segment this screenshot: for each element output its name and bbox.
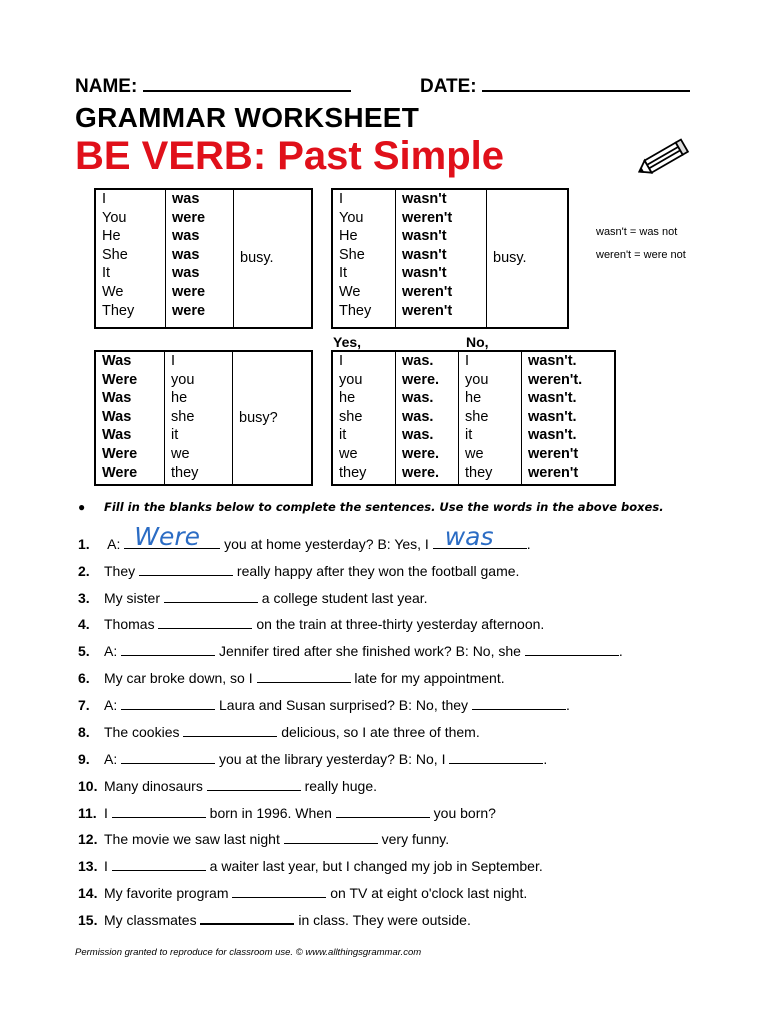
answer-blank[interactable] [158, 616, 252, 629]
short-answer-table [331, 350, 616, 486]
answer-blank[interactable] [121, 643, 215, 656]
answer-blank[interactable] [112, 805, 206, 818]
name-label: NAME: [75, 76, 138, 97]
answer-blank[interactable] [112, 858, 206, 871]
answer-blank[interactable] [121, 697, 215, 710]
yes-subjects: I you he she it we they [339, 353, 367, 481]
answer-blank[interactable] [121, 751, 215, 764]
footer-permission: Permission granted to reproduce for classroom use. © www.allthingsgrammar.com [75, 947, 422, 958]
question-8: 8. The cookies delicious, so I ate three of them. [78, 724, 480, 740]
question-10: 10. Many dinosaurs really huge. [78, 778, 377, 794]
yes-verbs: was. were. was. was. was. were. were. [396, 351, 459, 485]
question-2: 2. They really happy after they won the football game. [78, 563, 520, 579]
affirmative-subjects: I You He She It We They [102, 191, 135, 319]
answer-blank[interactable] [183, 724, 277, 737]
answer-blank[interactable] [257, 670, 351, 683]
question-13: 13. I a waiter last year, but I changed my job in September. [78, 858, 543, 874]
worksheet-title: GRAMMAR WORKSHEET [75, 102, 420, 133]
name-field[interactable] [75, 76, 351, 98]
answer-blank[interactable] [336, 805, 430, 818]
yes-label: Yes, [333, 334, 362, 350]
question-11: 11. I born in 1996. When you born? [78, 805, 496, 821]
question-1: 1. A: Were you at home yesterday? B: Yes, I was . [78, 522, 531, 552]
no-subjects: I you he she it we they [459, 351, 522, 485]
answer-blank[interactable] [472, 697, 566, 710]
answer-blank[interactable] [232, 885, 326, 898]
question-6: 6. My car broke down, so I late for my appointment. [78, 670, 505, 686]
question-7: 7. A: Laura and Susan surprised? B: No, they . [78, 697, 570, 713]
date-field[interactable] [420, 76, 690, 98]
date-label: DATE: [420, 76, 477, 97]
answer-blank[interactable] [200, 911, 294, 925]
question-complement: busy? [233, 351, 313, 485]
answer-blank[interactable] [449, 751, 543, 764]
handwritten-answer-were: Were [134, 522, 201, 551]
negative-complement: busy. [487, 189, 569, 328]
negative-subjects: I You He She It We They [339, 191, 372, 319]
no-verbs: wasn't. weren't. wasn't. wasn't. wasn't. weren't weren't [522, 351, 616, 485]
question-14: 14. My favorite program on TV at eight o'clock last night. [78, 885, 528, 901]
worksheet-subtitle: BE VERB: Past Simple [75, 134, 505, 178]
name-line [143, 76, 351, 92]
note-wasnt: wasn't = was not [596, 226, 678, 238]
note-werent: weren't = were not [596, 249, 686, 261]
affirmative-verbs: was were was was was were were [166, 189, 234, 328]
answer-blank[interactable] [164, 590, 258, 603]
answer-blank[interactable] [525, 643, 619, 656]
question-5: 5. A: Jennifer tired after she finished work? B: No, she . [78, 643, 623, 659]
question-12: 12. The movie we saw last night very funny. [78, 831, 450, 847]
question-4: 4. Thomas on the train at three-thirty yesterday afternoon. [78, 616, 545, 632]
affirmative-complement: busy. [234, 189, 313, 328]
pencil-icon [634, 136, 696, 180]
answer-blank-1[interactable] [124, 522, 220, 551]
negative-verbs: wasn't weren't wasn't wasn't wasn't weren't weren't [396, 189, 487, 328]
question-15: 15. My classmates in class. They were outside. [78, 912, 471, 928]
answer-blank-1b[interactable] [433, 522, 527, 551]
question-table [94, 350, 313, 486]
question-3: 3. My sister a college student last year. [78, 590, 428, 606]
bullet: ● [78, 500, 86, 514]
no-label: No, [466, 334, 489, 350]
question-9: 9. A: you at the library yesterday? B: No, I . [78, 751, 548, 767]
affirmative-table [94, 188, 313, 329]
instructions: Fill in the blanks below to complete the sentences. Use the words in the above boxes. [104, 500, 664, 514]
answer-blank[interactable] [284, 831, 378, 844]
date-line [482, 76, 690, 92]
question-verbs: Was Were Was Was Was Were Were [102, 353, 138, 481]
question-subjects: I you he she it we they [165, 351, 233, 485]
handwritten-answer-was: was [444, 522, 494, 551]
answer-blank[interactable] [207, 778, 301, 791]
answer-blank[interactable] [139, 563, 233, 576]
negative-table [331, 188, 569, 329]
